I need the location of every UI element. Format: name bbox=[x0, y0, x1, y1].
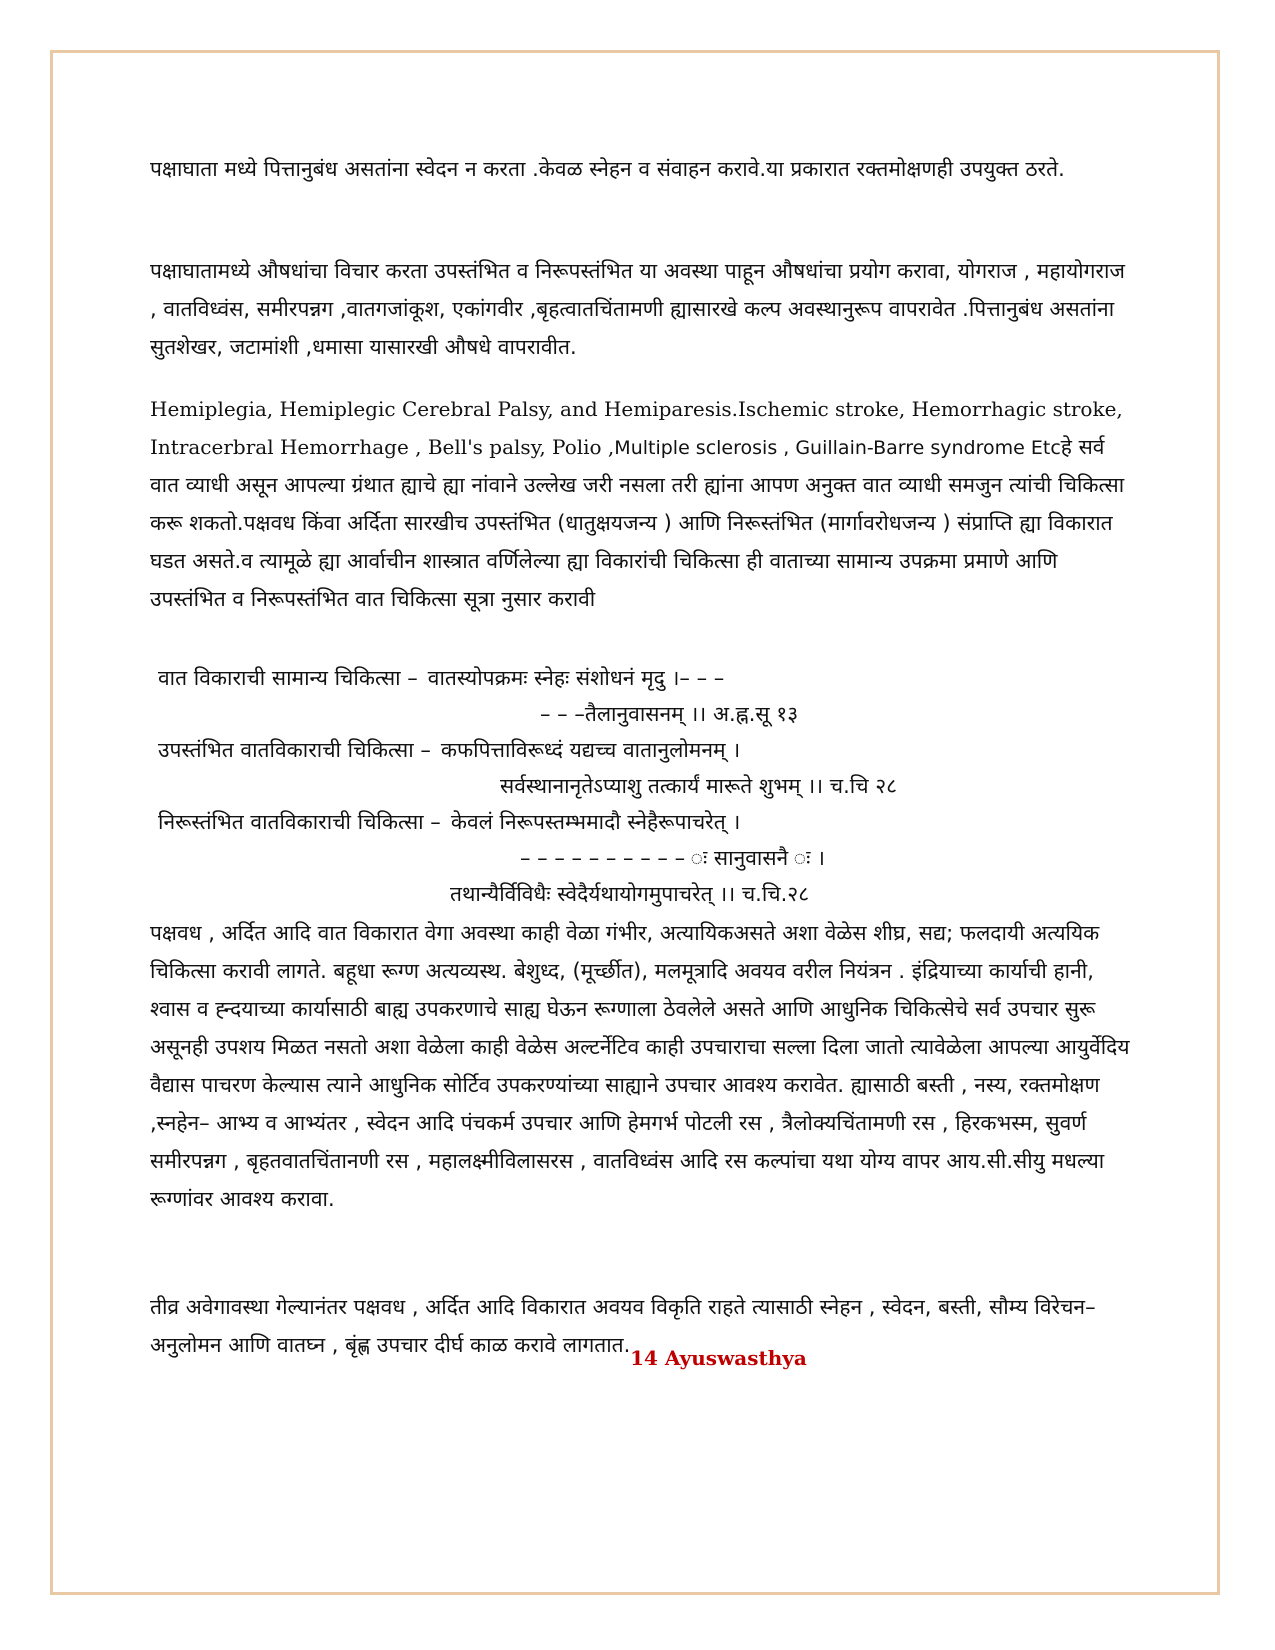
verse-line-nirustambhit-cont: – – – – – – – – – – ः सानुवासनै ः । bbox=[520, 846, 825, 870]
verse-line-nirustambhit bbox=[150, 804, 1130, 840]
verse-text-samanya: वातस्योपक्रमः स्नेहः संशोधनं मृदु ।– – – bbox=[427, 666, 725, 690]
paragraph-pittanubandh: पक्षाघाता मध्ये पित्तानुबंध असतांना स्वेदन न करता .केवळ स्नेहन व संवाहन करावे.या प्रकारात रक्तमोक्षणही उपयुक्त ठरते. bbox=[150, 157, 1065, 181]
english-disease-list-sans: Multiple sclerosis , Guillain-Barre syndrome Etc bbox=[614, 437, 1061, 459]
paragraph-post-acute: तीव्र अवेगावस्था गेल्यानंतर पक्षवध , अर्दित आदि विकारात अवयव विकृति राहते त्यासाठी स्नेहन , स्वेदन, बस्ती, सौम्य विरेचन– अनुलोमन आणि वातघ्न , बृंह्ण उपचार दीर्घ काळ करावे लागतात. bbox=[150, 1295, 1096, 1357]
verse-label-upastambhit: उपस्तंभित वातविकाराची चिकित्सा – bbox=[158, 738, 431, 762]
english-disease-list: Hemiplegia, Hemiplegic Cerebral Palsy, and Hemiparesis.Ischemic stroke, Hemorrhagic stroke, Intracerbral Hemorrhage , Bell's palsy, Polio , bbox=[150, 397, 1123, 459]
verse-line-upastambhit-cont: सर्वस्थानानृतेऽप्याशु तत्कार्यं मारूते शुभम् ।। च.चि २८ bbox=[500, 774, 898, 798]
verse-line-samanya bbox=[150, 660, 1130, 696]
paragraph-atyayik-chikitsa: पक्षवध , अर्दित आदि वात विकारात वेगा अवस्था काही वेळा गंभीर, अत्यायिकअसते अशा वेळेस शीघ्र, सद्य; फलदायी अत्ययिक चिकित्सा करावी लागते. बहूधा रूग्ण अत्यव्यस्थ. बेशुध्द, (मूर्च्छीत), मलमूत्रादि अवयव वरील नियंत्रन . इंद्रियाच्या कार्याची हानी, श्वास व ह्न्दयाच्या कार्यासाठी बाह्य उपकरणाचे साह्य घेऊन रूग्णाला ठेवलेले असते आणि आधुनिक चिकित्सेचे सर्व उपचार सुरू असूनही उपशय मिळत नसतो अशा वेळेला काही वेळेस अल्टर्नेटिव काही उपचाराचा सल्ला दिला जातो त्यावेळेला आपल्या आयुर्वेदिय वैद्यास पाचरण केल्यास त्याने आधुनिक सोर्टिव उपकरण्यांच्या साह्याने उपचार आवश्य करावेत. ह्यासाठी बस्ती , नस्य, रक्तमोक्षण ,स्नहेन– आभ्य व आभ्यंतर , स्वेदन आदि पंचकर्म उपचार आणि हेमगर्भ पोटली रस , त्रैलोक्यचिंतामणी रस , हिरकभस्म, सुवर्ण समीरपन्नग , बृहतवातचिंतानणी रस , महालक्ष्मीविलासरस , वातविध्वंस आदि रस कल्पांचा यथा योग्य वापर आय.सी.सीयु मधल्या रूग्णांवर आवश्य करावा. bbox=[150, 921, 1130, 1211]
verse-label-nirustambhit: निरूस्तंभित वातविकाराची चिकित्सा – bbox=[158, 810, 441, 834]
verse-line-upastambhit bbox=[150, 732, 1130, 768]
page-footer: 14 Ayuswasthya bbox=[630, 1346, 807, 1370]
verse-line-samanya-cont: – – –तैलानुवासनम् ।। अ.ह्न.सू १३ bbox=[540, 702, 799, 726]
verse-text-upastambhit: कफपित्ताविरूध्दं यद्यच्च वातानुलोमनम् । bbox=[440, 738, 741, 762]
verse-text-nirustambhit: केवलं निरूपस्तम्भमादौ स्नेहैरूपाचरेत् । bbox=[450, 810, 741, 834]
verse-label-samanya: वात विकाराची सामान्य चिकित्सा – bbox=[158, 666, 418, 690]
paragraph-modern-diseases bbox=[150, 390, 1130, 618]
marathi-explanation: हे सर्व वात व्याधी असून आपल्या ग्रंथात ह्याचे ह्या नांवाने उल्लेख जरी नसला तरी ह्यांना आपण अनुक्त वात व्याधी समजुन त्यांची चिकित्सा करू शकतो.पक्षवध किंवा अर्दिता सारखीच उपस्तंभित (धातुक्षयजन्य ) आणि निरूस्तंभित (मार्गावरोधजन्य ) संप्राप्ति ह्या विकारात घडत असते.व त्यामूळे ह्या आर्वाचीन शास्त्रात वर्णिलेल्या ह्या विकारांची चिकित्सा ही वाताच्या सामान्य उपक्रमा प्रमाणे आणि उपस्तंभित व निरूपस्तंभित वात चिकित्सा सूत्रा नुसार करावी bbox=[150, 435, 1125, 611]
paragraph-aushadh-prayog: पक्षाघातामध्ये औषधांचा विचार करता उपस्तंभित व निरूपस्तंभित या अवस्था पाहून औषधांचा प्रयोग करावा, योगराज , महायोगराज , वातविध्वंस, समीरपन्नग ,वातगजांकूश, एकांगवीर ,बृहत्वातचिंतामणी ह्यासारखे कल्प अवस्थानुरूप वापरावेत .पित्तानुबंध असतांना सुतशेखर, जटामांशी ,धमासा यासारखी औषधे वापरावीत. bbox=[150, 259, 1126, 359]
verse-line-nirustambhit-end: तथान्यैर्विविधैः स्वेदैर्यथायोगमुपाचरेत् ।। च.चि.२८ bbox=[450, 882, 810, 906]
